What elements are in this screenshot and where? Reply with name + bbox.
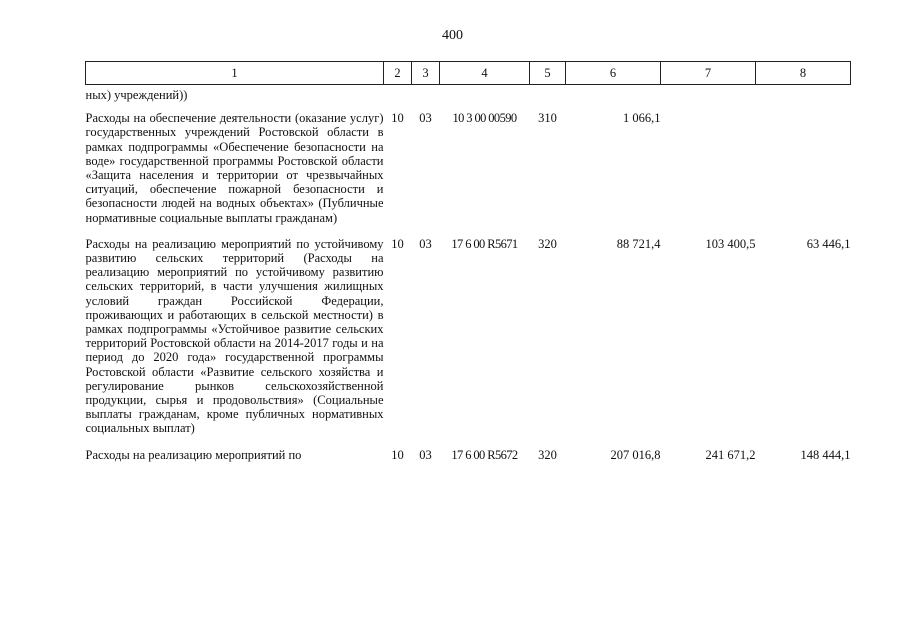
row-section: 10	[391, 447, 404, 462]
row-section: 10	[391, 236, 404, 251]
row-subsection: 03	[419, 111, 432, 126]
row-amount-year3: 63 446,1	[806, 236, 851, 251]
row-amount-year1: 1 066,1	[623, 111, 661, 126]
row-target-article: 17 6 00 R5671	[451, 236, 518, 251]
row-target-article: 10 3 00 00590	[452, 111, 517, 126]
row-amount-year2: 241 671,2	[705, 447, 756, 462]
row-amount-year1: 207 016,8	[610, 447, 661, 462]
table-row	[86, 439, 851, 465]
header-col-2: 2	[384, 62, 412, 85]
row-section: 10	[391, 111, 404, 126]
header-col-8: 8	[756, 62, 851, 85]
row-expense-type: 310	[538, 111, 557, 126]
row-subsection: 03	[419, 447, 432, 462]
row-amount-year2	[661, 102, 756, 228]
budget-table	[85, 61, 851, 465]
row-expense-type: 320	[538, 447, 557, 462]
row-description: Расходы на реализацию мероприятий по устойчивому развитию сельских территорий (Расходы на реализацию мероприятий по устойчивому развитию сельских территорий, в части улучшения жилищных условий граждан Российской Федерации, проживающих и работающих в сельской местности) в рамках подпрограммы «Устойчивое развитие сельских территорий Ростовской области на 2014-2017 годы и на период до 2020 года» государственной программы Ростовской области «Развитие сельского хозяйства и регулирование рынков сельскохозяйственной продукции, сырья и продовольствия» (Социальные выплаты гражданам, кроме публичных нормативных социальных выплат)	[85, 236, 384, 436]
header-col-3: 3	[412, 62, 440, 85]
row-description: Расходы на реализацию мероприятий по	[85, 447, 302, 462]
row-amount-year3: 148 444,1	[800, 447, 851, 462]
page-number: 400	[442, 28, 463, 43]
row-subsection: 03	[419, 236, 432, 251]
table-row	[86, 228, 851, 439]
header-col-6: 6	[566, 62, 661, 85]
row-amount-year2: 103 400,5	[705, 236, 756, 251]
header-col-5: 5	[530, 62, 566, 85]
row-amount-year1: 88 721,4	[616, 236, 661, 251]
continued-description: ных) учреждений))	[85, 88, 188, 102]
table-header-row	[86, 62, 851, 85]
row-description: Расходы на обеспечение деятельности (оказание услуг) государственных учреждений Ростовской области в рамках подпрограммы «Обеспечение безопасности на воде» государственной программы Ростовской области «Защита населения и территории от чрезвычайных ситуаций, обеспечение пожарной безопасности и безопасности людей на водных объектах» (Публичные нормативные социальные выплаты гражданам)	[85, 111, 384, 225]
header-col-1: 1	[86, 62, 384, 85]
row-expense-type: 320	[538, 236, 557, 251]
table-row-continued	[86, 85, 851, 103]
header-col-4: 4	[440, 62, 530, 85]
header-col-7: 7	[661, 62, 756, 85]
row-target-article: 17 6 00 R5672	[451, 447, 518, 462]
row-amount-year3	[756, 102, 851, 228]
table-row	[86, 102, 851, 228]
